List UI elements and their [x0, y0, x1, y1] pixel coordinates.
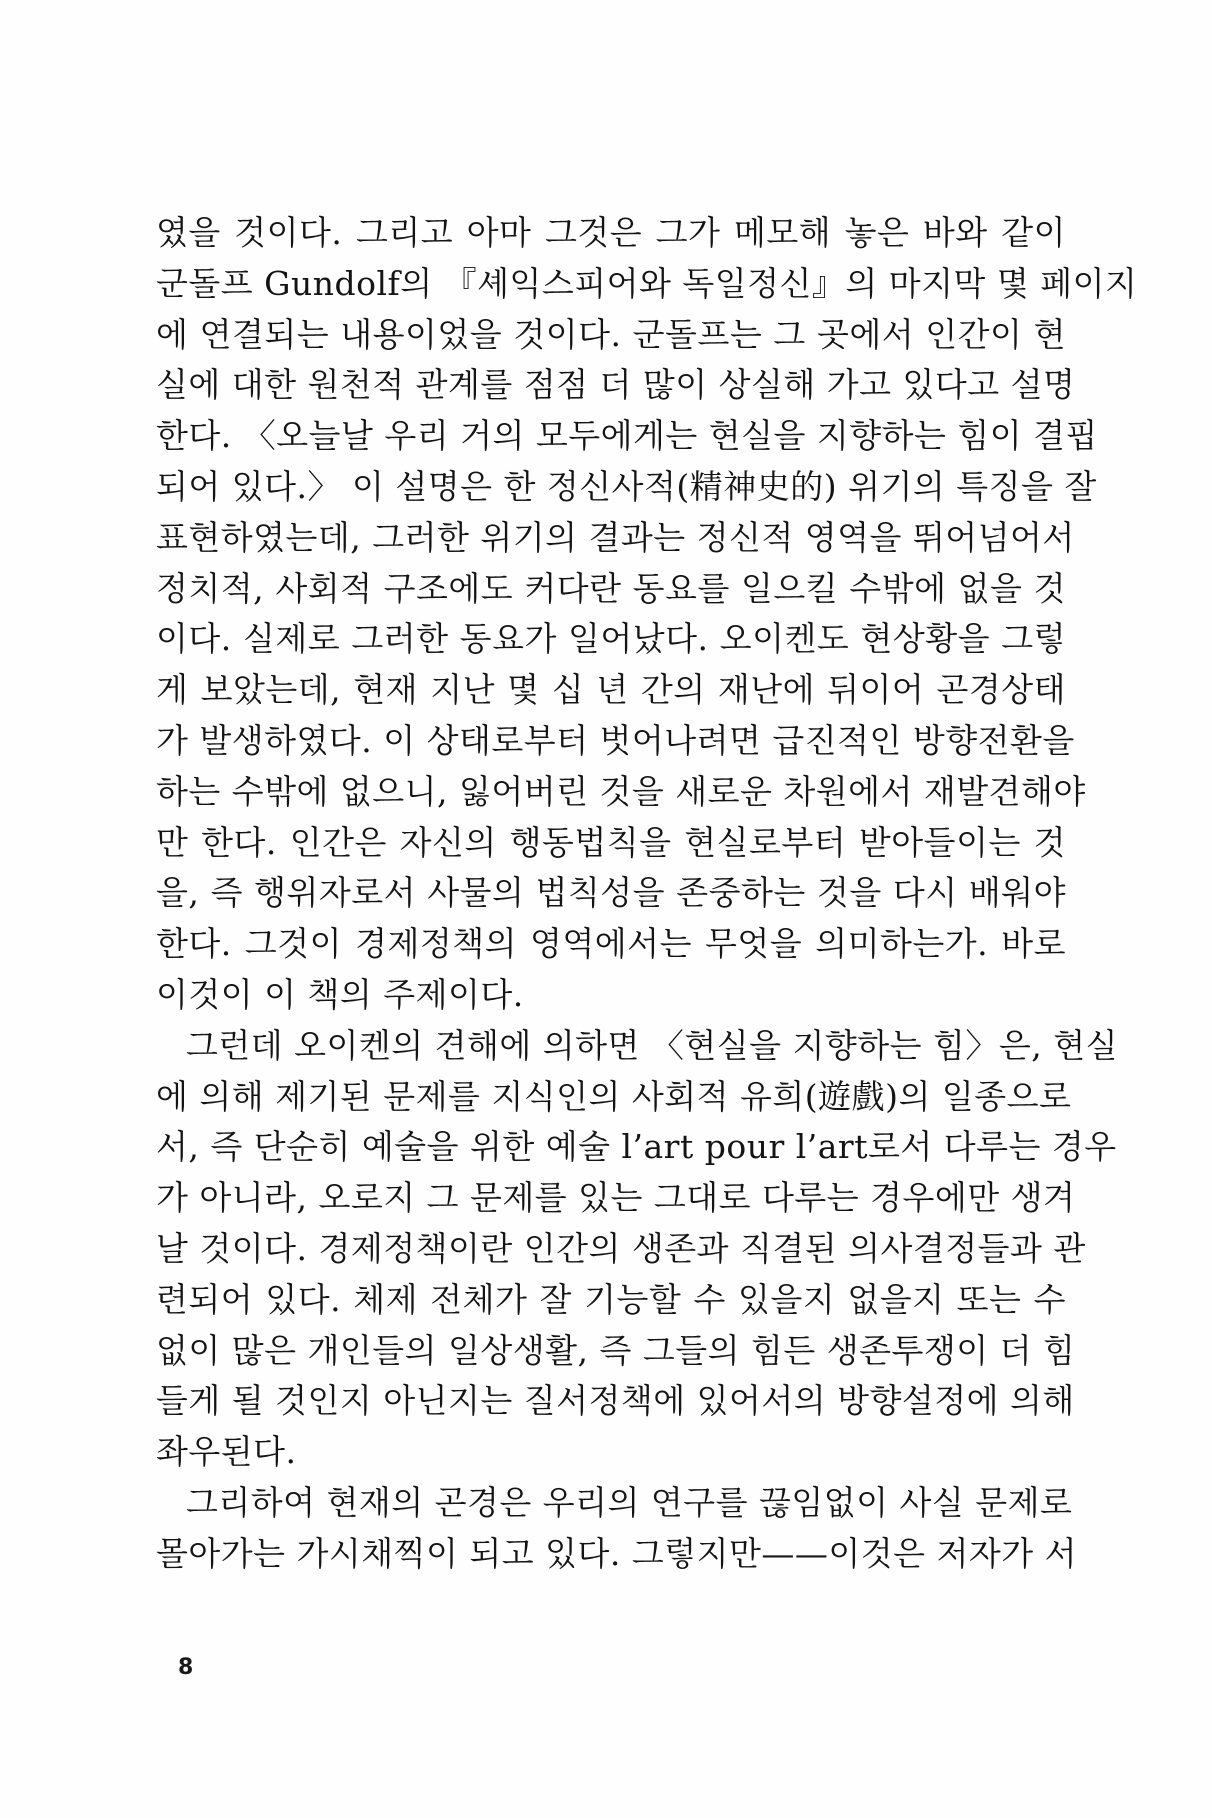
text-line: 들게 될 것인지 아닌지는 질서정책에 있어서의 방향설정에 의해: [156, 1381, 1075, 1421]
text-line: 을, 즉 행위자로서 사물의 법칙성을 존중하는 것을 다시 배워야: [156, 873, 1066, 913]
text-line: 만 한다. 인간은 자신의 행동법칙을 현실로부터 받아들이는 것: [156, 822, 1066, 862]
text-line: 한다. 그것이 경제정책의 영역에서는 무엇을 의미하는가. 바로: [156, 924, 1066, 964]
text-line: 정치적, 사회적 구조에도 커다란 동요를 일으킬 수밖에 없을 것: [156, 568, 1066, 608]
text-line: 가 발생하였다. 이 상태로부터 벗어나려면 급진적인 방향전환을: [156, 720, 1075, 760]
text-line: 에 연결되는 내용이었을 것이다. 군돌프는 그 곳에서 인간이 현: [156, 314, 1066, 354]
text-line: 몰아가는 가시채찍이 되고 있다. 그렇지만——이것은 저자가 서: [156, 1533, 1077, 1573]
text-line: 없이 많은 개인들의 일상생활, 즉 그들의 힘든 생존투쟁이 더 힘: [156, 1330, 1076, 1370]
text-line: 이것이 이 책의 주제이다.: [156, 974, 524, 1014]
text-line: 되어 있다.〉 이 설명은 한 정신사적(精神史的) 위기의 특징을 잘: [156, 466, 1097, 506]
text-line: 련되어 있다. 체제 전체가 잘 기능할 수 있을지 없을지 또는 수: [156, 1279, 1066, 1319]
text-line: 좌우된다.: [156, 1432, 297, 1472]
text-line: 이다. 실제로 그러한 동요가 일어났다. 오이켄도 현상황을 그렇: [156, 619, 1066, 659]
text-line: 서, 즉 단순히 예술을 위한 예술 l’art pour l’art로서 다루는 경우: [156, 1127, 1117, 1167]
text-line: 게 보았는데, 현재 지난 몇 십 년 간의 재난에 뒤이어 곤경상태: [156, 670, 1066, 710]
text-line: 그리하여 현재의 곤경은 우리의 연구를 끊임없이 사실 문제로: [186, 1482, 1073, 1522]
text-line: 날 것이다. 경제정책이란 인간의 생존과 직결된 의사결정들과 관: [156, 1228, 1086, 1268]
text-line: 에 의해 제기된 문제를 지식인의 사회적 유희(遊戲)의 일종으로: [156, 1076, 1072, 1116]
text-line: 군돌프 Gundolf의 『셰익스피어와 독일정신』의 마지막 몇 페이지: [156, 263, 1138, 303]
page-number: 8: [178, 1655, 194, 1680]
text-line: 하는 수밖에 없으니, 잃어버린 것을 새로운 차원에서 재발견해야: [156, 771, 1086, 811]
text-line: 그런데 오이켄의 견해에 의하면 〈현실을 지향하는 힘〉은, 현실: [186, 1025, 1118, 1065]
text-line: 실에 대한 원천적 관계를 점점 더 많이 상실해 가고 있다고 설명: [156, 365, 1076, 405]
text-line: 표현하였는데, 그러한 위기의 결과는 정신적 영역을 뛰어넘어서: [156, 517, 1075, 557]
text-line: 가 아니라, 오로지 그 문제를 있는 그대로 다루는 경우에만 생겨: [156, 1178, 1076, 1218]
text-line: 한다. 〈오늘날 우리 거의 모두에게는 현실을 지향하는 힘이 결핍: [156, 416, 1098, 456]
text-line: 였을 것이다. 그리고 아마 그것은 그가 메모해 놓은 바와 같이: [156, 213, 1066, 252]
body-text: [156, 208, 1138, 1580]
